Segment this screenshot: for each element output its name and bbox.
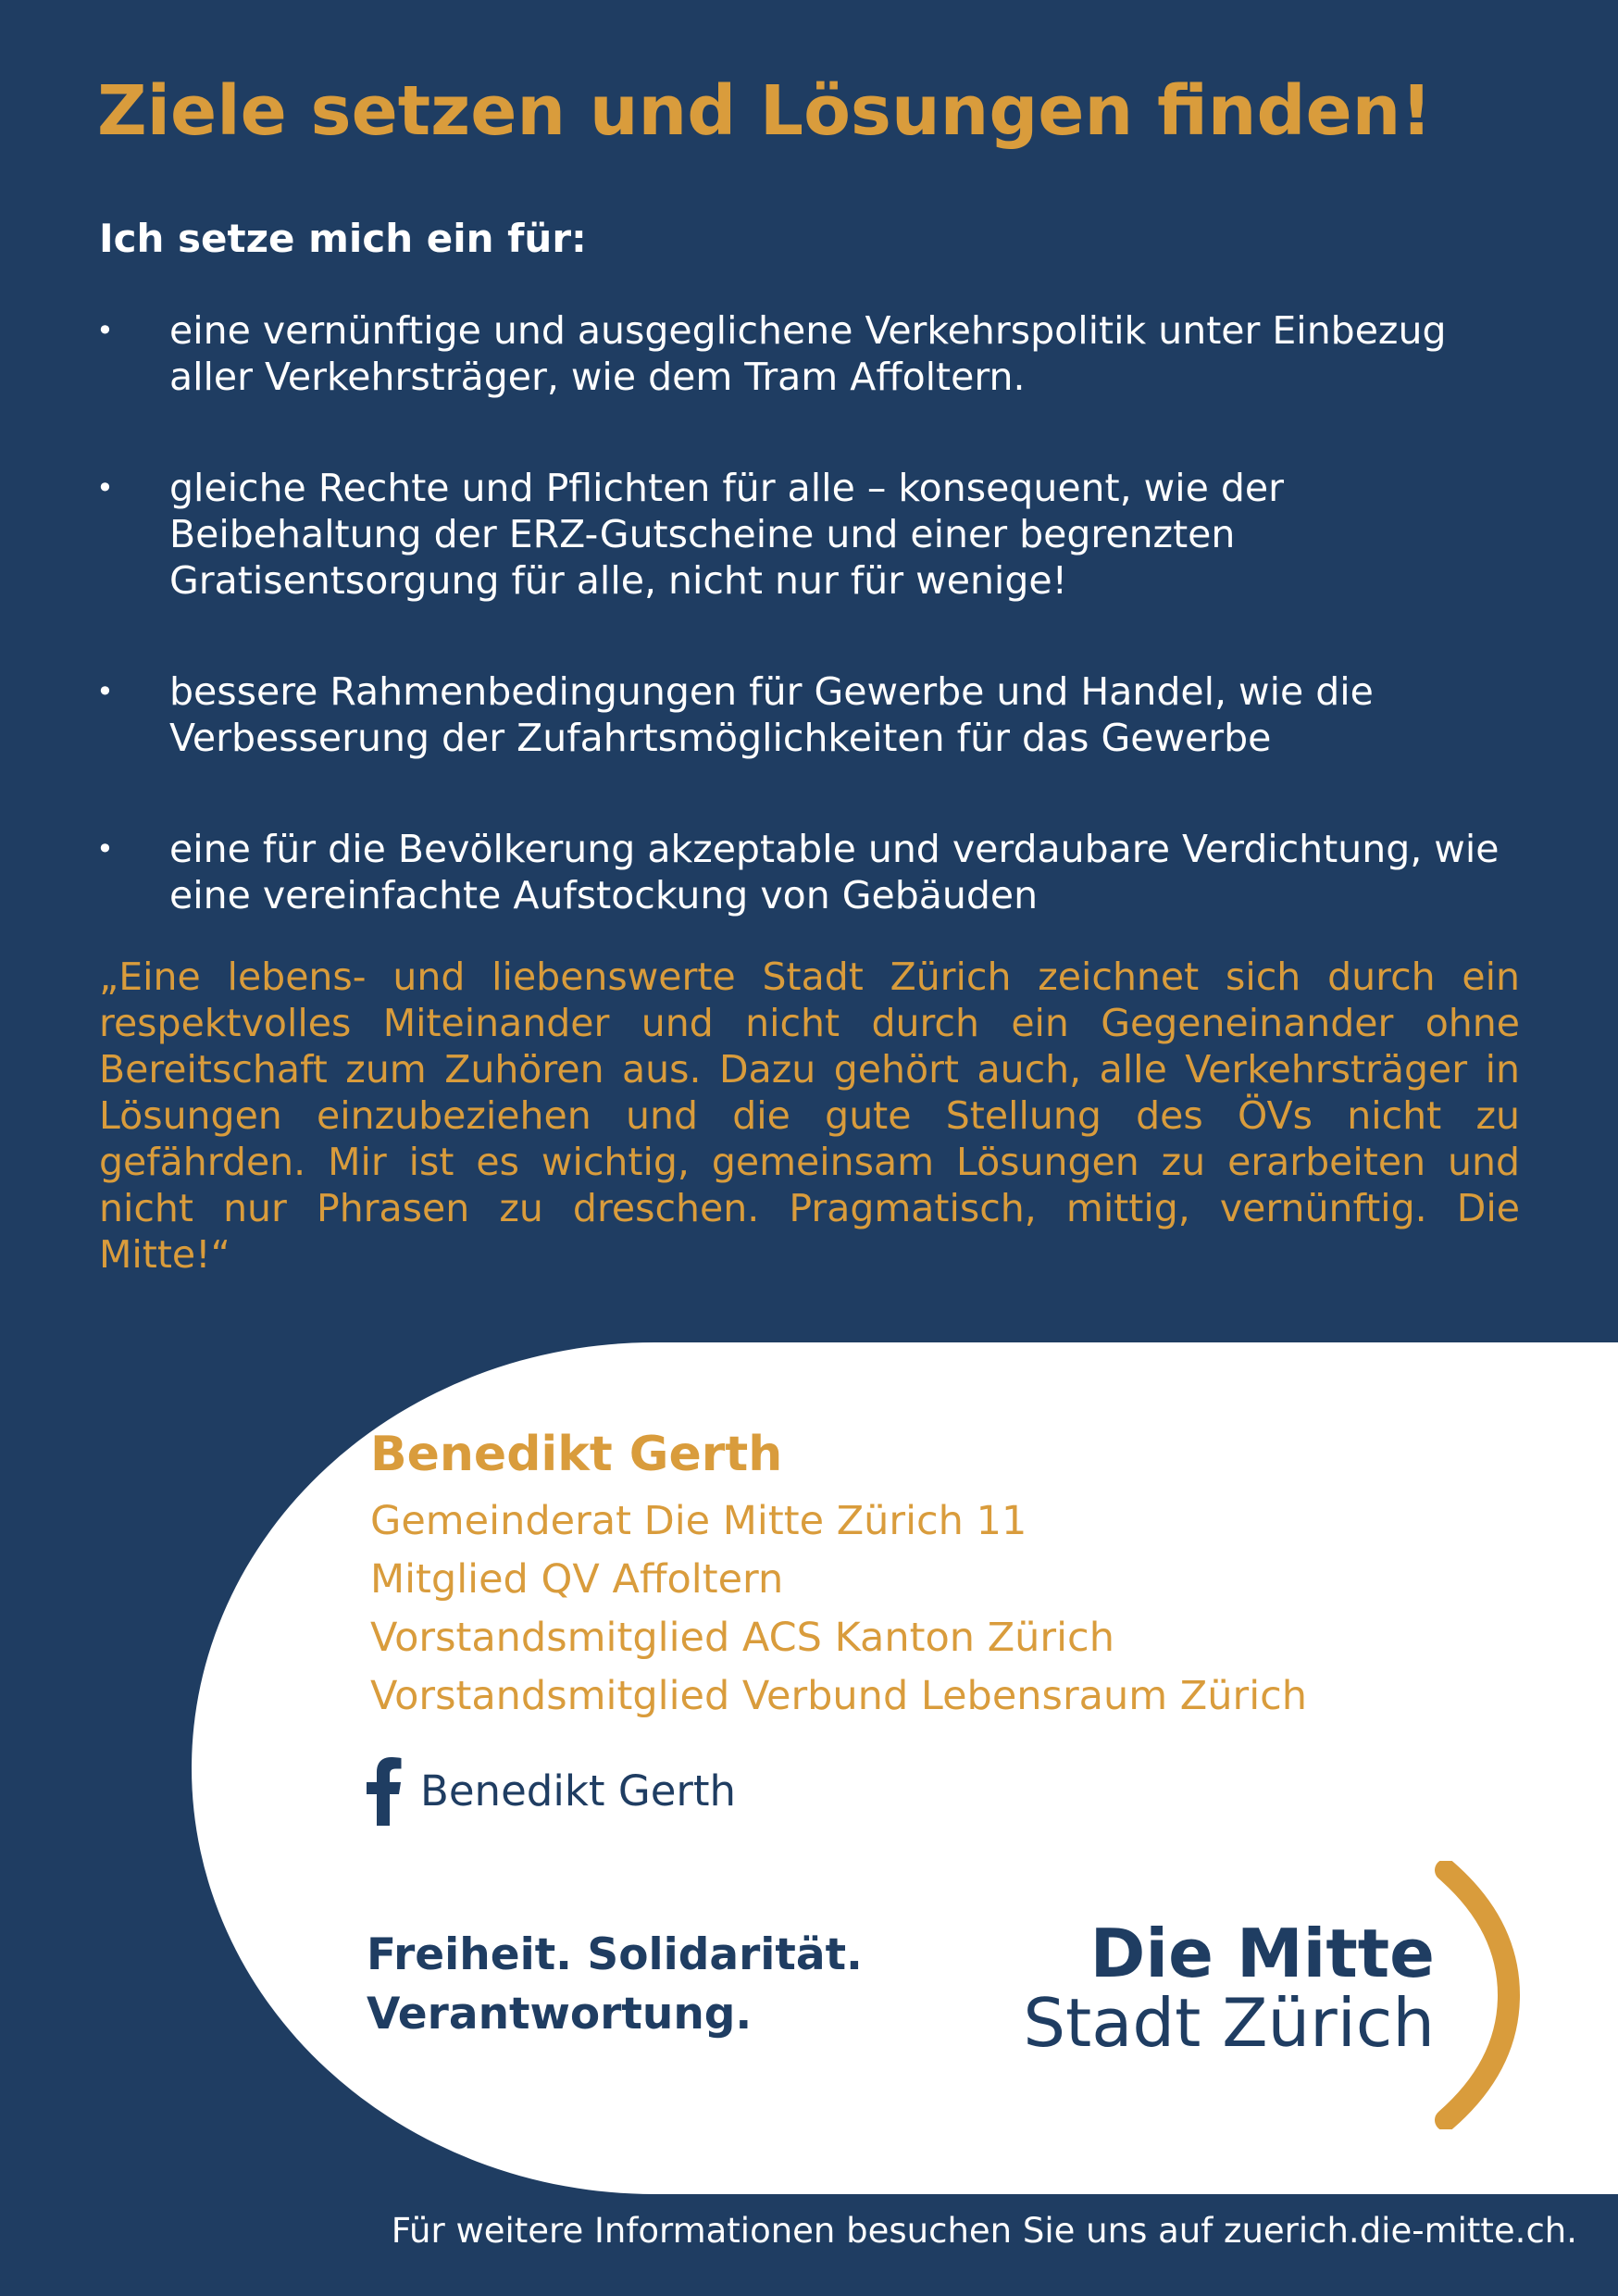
role-item: Gemeinderat Die Mitte Zürich 11 [370, 1498, 1027, 1544]
commitment-list [0, 307, 1618, 983]
list-item [0, 465, 1512, 604]
list-item [0, 668, 1512, 761]
logo-line-party: Die Mitte [1089, 1915, 1435, 1992]
facebook-link[interactable] [367, 1754, 736, 1828]
footer-note: Für weitere Informationen besuchen Sie uns auf zuerich.die-mitte.ch. [391, 2211, 1577, 2251]
party-logo [953, 1861, 1527, 2129]
list-item [0, 307, 1512, 400]
motto-line: Freiheit. Solidarität. [367, 1929, 863, 1980]
headline: Ziele setzen und Lösungen finden! [97, 71, 1433, 151]
list-item-text: eine vernünftige und ausgeglichene Verkehrspolitik unter Einbezug aller Verkehrsträger, wie dem Tram Affoltern. [169, 308, 1447, 399]
list-item-text: bessere Rahmenbedingungen für Gewerbe und Handel, wie die Verbesserung der Zufahrtsmöglichkeiten für das Gewerbe [169, 669, 1374, 760]
bullet-icon: • [96, 831, 114, 867]
bullet-icon: • [96, 674, 114, 709]
logo-arc-icon [1435, 1861, 1527, 2129]
facebook-name: Benedikt Gerth [420, 1766, 737, 1816]
party-motto [367, 1926, 863, 2044]
intro-text: Ich setze mich ein für: [99, 216, 587, 261]
list-item [0, 826, 1512, 918]
candidate-name: Benedikt Gerth [370, 1427, 783, 1482]
candidate-quote: „Eine lebens- und liebenswerte Stadt Zürich zeichnet sich durch ein respektvolles Miteinander und nicht durch ein Gegeneinander ohne Bereitschaft zum Zuhören aus. Dazu gehört auch, alle Verkehrsträger in Lösungen einzubeziehen und die gute Stellung des ÖVs nicht zu gefährden. Mir ist es wichtig, gemeinsam Lösungen zu erarbeiten und nicht nur Phrasen zu dreschen. Pragmatisch, mittig, vernünftig. Die Mitte!“ [99, 955, 1520, 1277]
role-item: Mitglied QV Affoltern [370, 1556, 784, 1603]
list-item-text: gleiche Rechte und Pflichten für alle – konsequent, wie der Beibehaltung der ERZ-Gutscheine und einer begrenzten Gratisentsorgung für alle, nicht nur für wenige! [169, 466, 1284, 603]
bullet-icon: • [96, 470, 114, 505]
role-item: Vorstandsmitglied Verbund Lebensraum Zürich [370, 1673, 1308, 1719]
role-item: Vorstandsmitglied ACS Kanton Zürich [370, 1615, 1114, 1661]
bullet-icon: • [96, 313, 114, 348]
list-item-text: eine für die Bevölkerung akzeptable und verdaubare Verdichtung, wie eine vereinfachte Aufstockung von Gebäuden [169, 827, 1500, 917]
motto-line: Verantwortung. [367, 1989, 753, 2040]
contact-block [370, 1416, 1527, 1726]
facebook-icon [367, 1757, 402, 1826]
logo-line-city: Stadt Zürich [1023, 1984, 1435, 2062]
